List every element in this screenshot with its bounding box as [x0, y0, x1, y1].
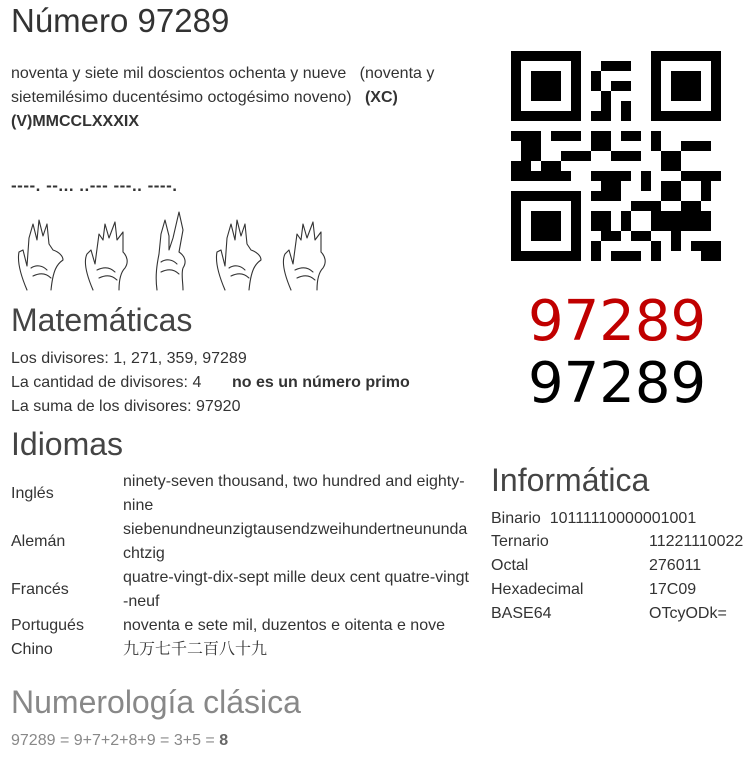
binary-value: 10111110000001001 [549, 510, 697, 527]
numerology-heading: Numerología clásica [11, 684, 301, 720]
hand-sign-icon [216, 220, 261, 290]
languages-table [11, 470, 469, 662]
informatics-table [491, 530, 743, 626]
divisor-sum-line: La suma de los divisores: 97920 [11, 398, 241, 415]
language-text: 九万七千二百八十九 [123, 641, 268, 658]
math-heading: Matemáticas [11, 302, 193, 338]
language-row [11, 470, 469, 518]
base-label: Ternario [491, 533, 549, 550]
hand-sign-icon [283, 222, 325, 290]
language-text: noventa e sete mil, duzentos e oitenta e nove [123, 617, 445, 634]
number-display-red: 97289 [528, 289, 707, 354]
informatics-heading: Informática [491, 462, 650, 498]
roman-numeral: (XC)(V)MMCCLXXXIX [11, 89, 398, 130]
language-name: Alemán [11, 533, 66, 550]
ordinal-words: (noventa y sietemilésimo ducentésimo octogésimo noveno) [11, 65, 435, 106]
divisor-count-line: La cantidad de divisores: 4 [11, 374, 202, 391]
language-text: ninety-seven thousand, two hundred and eighty-nine [123, 473, 465, 514]
language-text: quatre-vingt-dix-sept mille deux cent quatre-vingt-neuf [123, 569, 469, 610]
numerology-sum: 97289 = 9+7+2+8+9 = 3+5 = [11, 732, 215, 749]
base-value: 11221110022 [649, 533, 744, 550]
language-row [11, 566, 469, 614]
sign-language-hands [11, 210, 341, 292]
base-value: 276011 [649, 557, 702, 574]
base-row [491, 554, 743, 578]
language-name: Francés [11, 581, 69, 598]
hand-sign-icon [156, 212, 185, 290]
numerology-result: 8 [219, 732, 229, 749]
languages-heading: Idiomas [11, 426, 124, 462]
base-value: 17C09 [649, 581, 697, 598]
language-name: Chino [11, 641, 53, 658]
spanish-words: noventa y siete mil doscientos ochenta y nueve [11, 65, 347, 82]
qr-code [511, 51, 721, 261]
number-in-words [11, 62, 471, 134]
language-name: Inglés [11, 485, 54, 502]
base-label: BASE64 [491, 605, 552, 622]
language-row [11, 518, 469, 566]
binary-row [491, 510, 696, 528]
language-text: siebenundneunzigtausendzweihundertneunundachtzig [123, 521, 468, 562]
number-display-black: 97289 [528, 351, 707, 416]
divisors-line: Los divisores: 1, 271, 359, 97289 [11, 350, 247, 367]
language-name: Portugués [11, 617, 84, 634]
page-title: Número 97289 [11, 2, 230, 39]
hand-sign-icon [18, 220, 63, 290]
base-label: Hexadecimal [491, 581, 584, 598]
base-value: OTcyODk= [649, 605, 727, 622]
language-row [11, 614, 469, 638]
binary-label: Binario [491, 510, 541, 527]
prime-status: no es un número primo [232, 374, 410, 391]
base-row [491, 530, 743, 554]
language-row [11, 638, 469, 662]
hand-sign-icon [85, 222, 127, 290]
morse-code: ----. --... ..--- ---.. ----. [11, 176, 178, 195]
base-label: Octal [491, 557, 529, 574]
base-row [491, 578, 743, 602]
base-row [491, 602, 743, 626]
numerology-formula [11, 732, 228, 750]
